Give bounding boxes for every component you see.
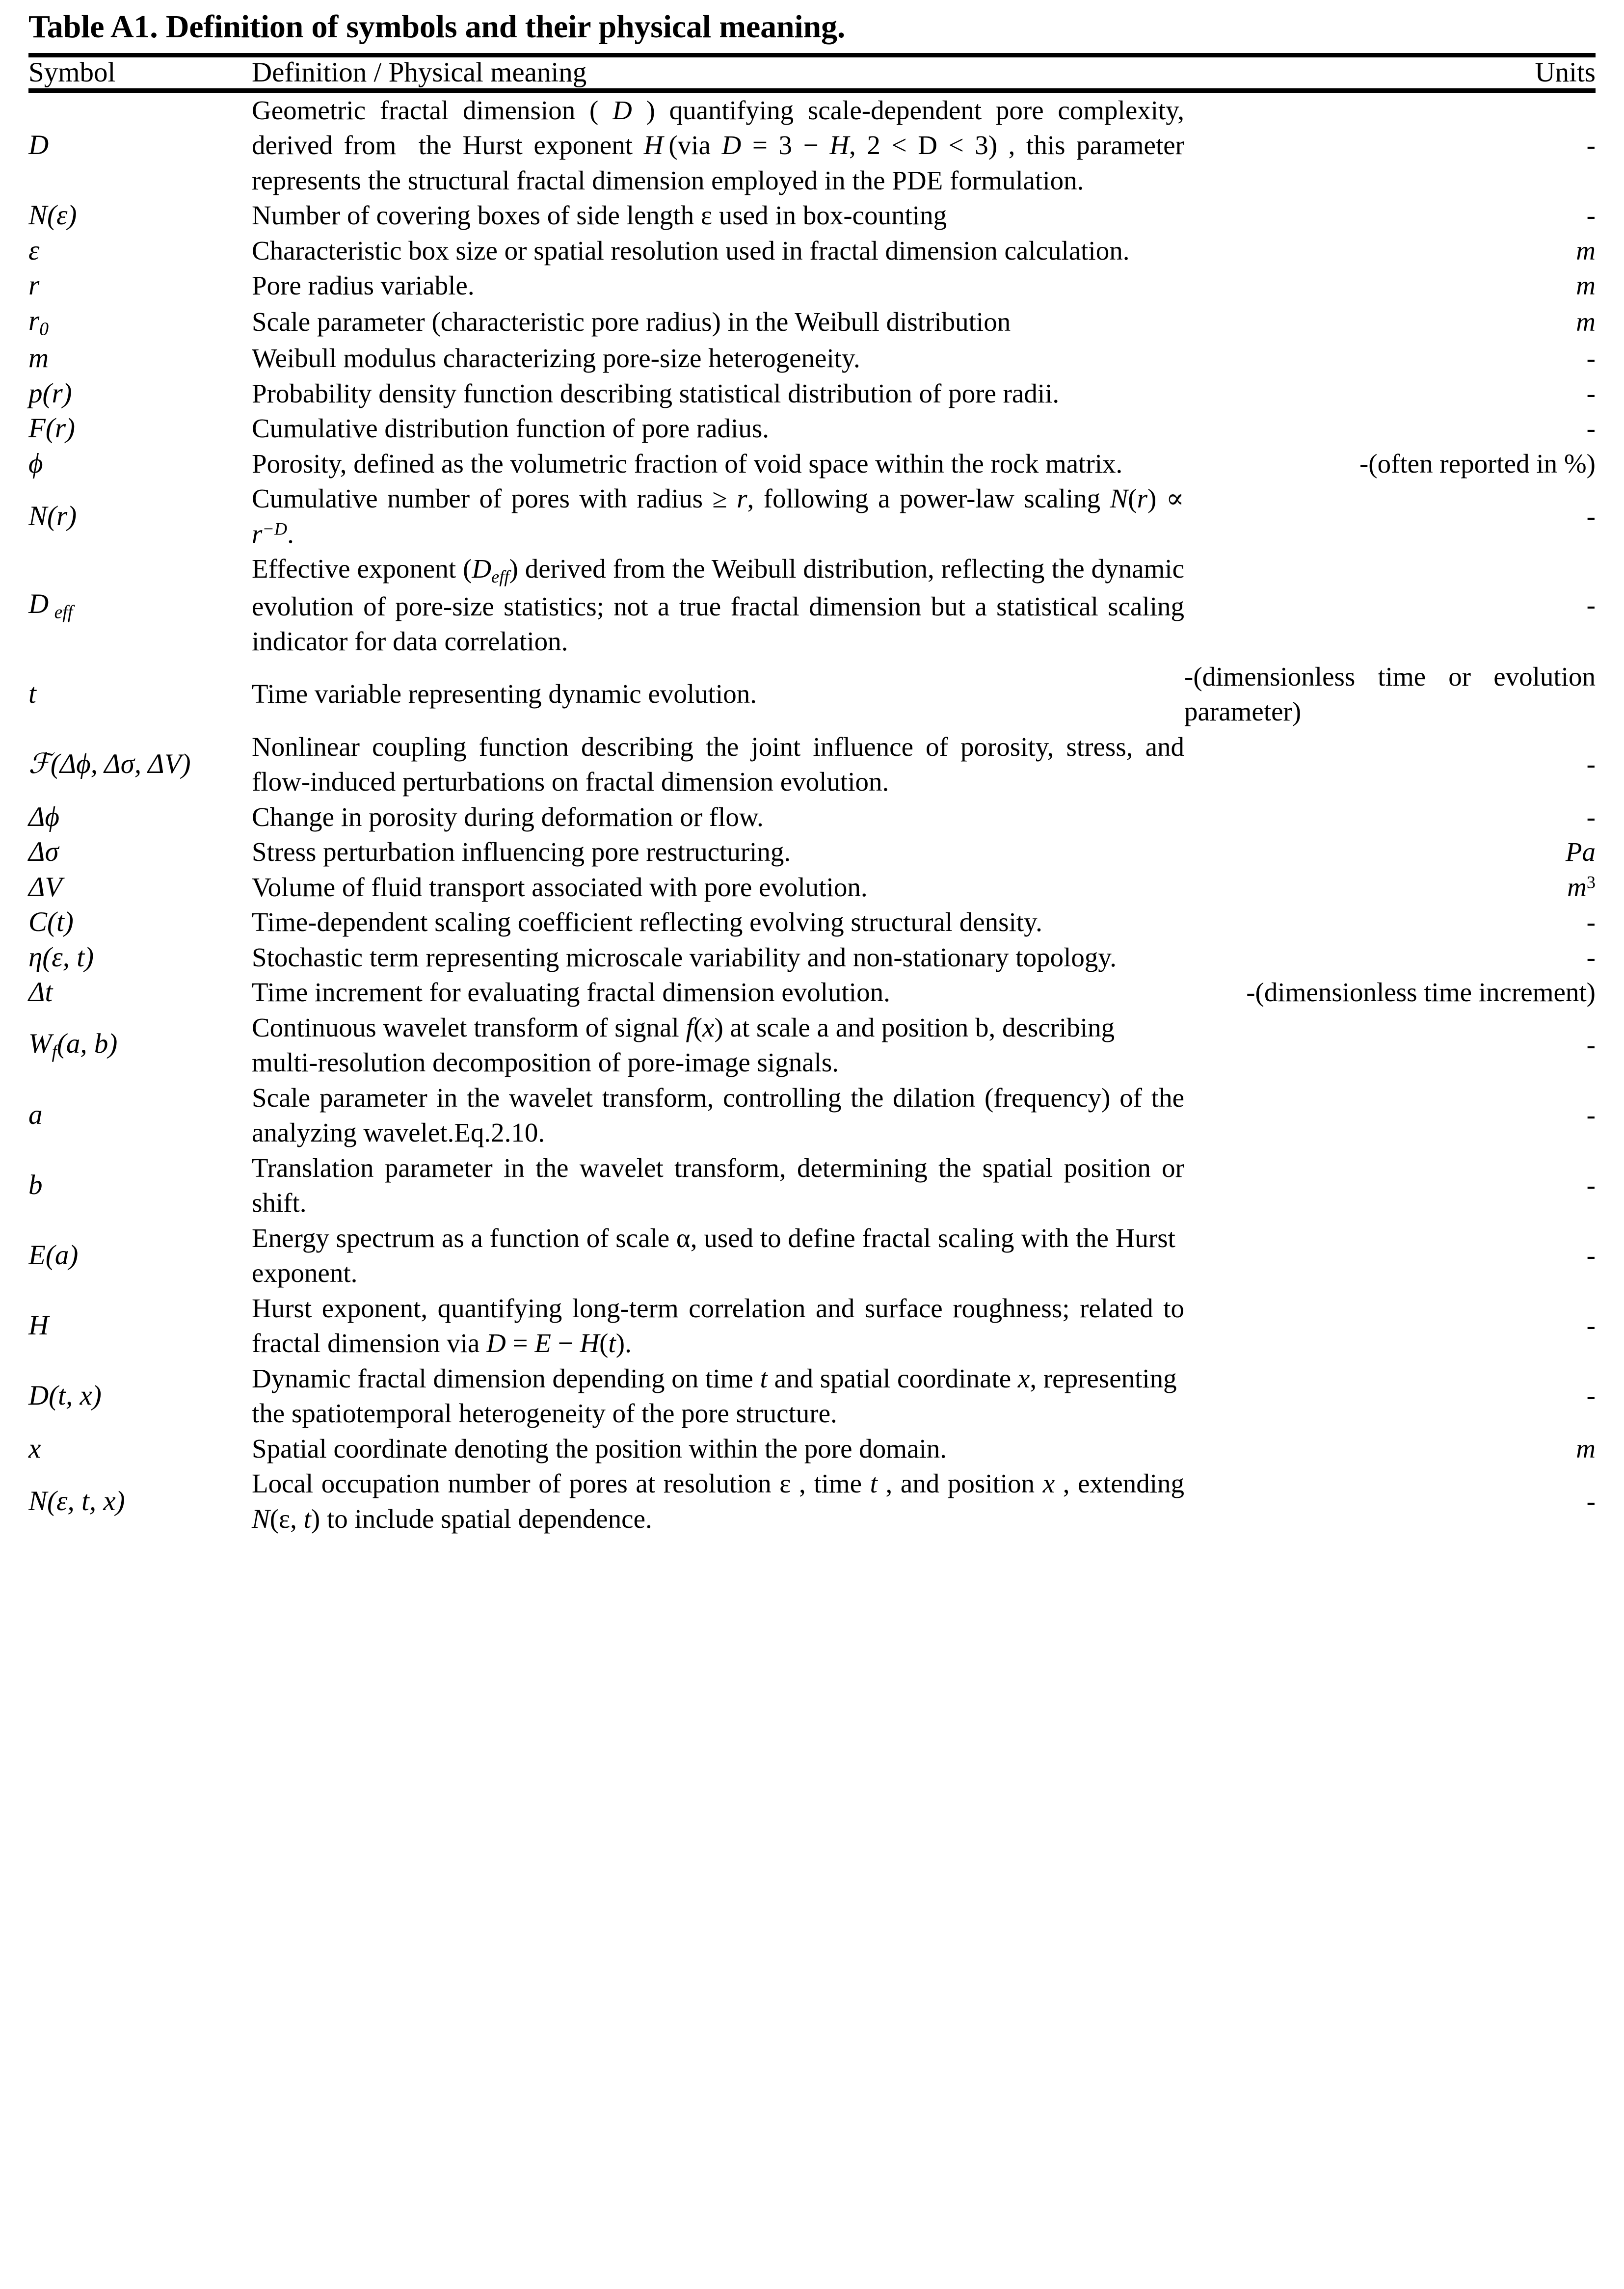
row-units: m xyxy=(1576,270,1596,301)
row-units: Pa xyxy=(1565,837,1596,867)
row-units: - xyxy=(1586,130,1596,160)
row-units: - xyxy=(1586,1310,1596,1341)
row-symbol: E(a) xyxy=(28,1240,79,1271)
row-units: - xyxy=(1586,1100,1596,1130)
row-symbol: N(ε) xyxy=(28,200,77,231)
row-symbol: ΔV xyxy=(28,871,62,903)
table-row xyxy=(28,905,1596,940)
table-row xyxy=(28,729,1596,799)
table-row xyxy=(28,1291,1596,1361)
table-row xyxy=(28,870,1596,905)
table-row xyxy=(28,975,1596,1010)
table-row xyxy=(28,93,1596,198)
row-definition: Number of covering boxes of side length ε used in box-counting xyxy=(252,200,947,231)
row-definition: Scale parameter in the wavelet transform, controlling the dilation (frequency) of the analyzing wavelet.Eq.2.10. xyxy=(252,1082,1184,1148)
row-units: - xyxy=(1586,200,1596,231)
table-row xyxy=(28,1221,1596,1291)
row-symbol: D $_{eff}$ xyxy=(28,588,73,623)
row-definition: Translation parameter in the wavelet transform, determining the spatial position or shift. xyxy=(252,1152,1184,1218)
table-row xyxy=(28,268,1596,303)
row-definition: Porosity, defined as the volumetric fraction of void space within the rock matrix. xyxy=(252,448,1123,479)
row-definition: Spatial coordinate denoting the position within the pore domain. xyxy=(252,1433,947,1464)
row-symbol: N(ε, t, x) xyxy=(28,1485,125,1517)
row-units: $m^3$ xyxy=(1567,872,1596,902)
table-row xyxy=(28,799,1596,835)
row-units: - xyxy=(1586,749,1596,779)
table-row xyxy=(28,1150,1596,1221)
row-definition: Stress perturbation influencing pore restructuring. xyxy=(252,837,791,867)
table-row xyxy=(28,303,1596,341)
row-definition: Cumulative distribution function of pore radius. xyxy=(252,413,769,444)
table-row xyxy=(28,341,1596,376)
row-symbol: m xyxy=(28,343,49,374)
row-symbol: a xyxy=(28,1099,43,1131)
table-row xyxy=(28,834,1596,870)
row-units: - xyxy=(1586,801,1596,832)
row-symbol: $r_0$ xyxy=(28,305,49,340)
row-symbol: H xyxy=(28,1310,49,1341)
row-units: -(often reported in %) xyxy=(1359,448,1596,479)
table-row xyxy=(28,1080,1596,1150)
column-header-definition: Definition / Physical meaning xyxy=(252,57,587,88)
table-row xyxy=(28,659,1596,729)
row-definition: Weibull modulus characterizing pore-size heterogeneity. xyxy=(252,343,860,373)
row-units: - xyxy=(1586,413,1596,444)
symbol-definition-table xyxy=(28,57,1596,88)
row-definition: Stochastic term representing microscale variability and non-stationary topology. xyxy=(252,942,1117,972)
row-units: - xyxy=(1586,1486,1596,1516)
table-row xyxy=(28,1431,1596,1466)
row-definition: Local occupation number of pores at resolution ε , time t , and position x , extending N(ε, t) to include spatial dependence. xyxy=(252,1468,1184,1534)
table-row xyxy=(28,411,1596,446)
row-definition: Time-dependent scaling coefficient reflecting evolving structural density. xyxy=(252,907,1042,937)
row-units: - xyxy=(1586,1030,1596,1060)
row-units: - xyxy=(1586,1170,1596,1200)
table-row xyxy=(28,551,1596,659)
row-definition: Nonlinear coupling function describing the joint influence of porosity, stress, and flow-induced perturbations on fractal dimension evolution. xyxy=(252,731,1184,797)
row-definition: Dynamic fractal dimension depending on time t and spatial coordinate x, representing the spatiotemporal heterogeneity of the pore structure. xyxy=(252,1363,1177,1429)
row-units: - xyxy=(1586,907,1596,937)
table-row xyxy=(28,198,1596,233)
row-definition: Energy spectrum as a function of scale α, used to define fractal scaling with the Hurst exponent. xyxy=(252,1223,1175,1288)
row-definition: Volume of fluid transport associated with pore evolution. xyxy=(252,872,868,902)
row-units: m xyxy=(1576,235,1596,266)
row-units: m xyxy=(1576,1433,1596,1464)
row-units: - xyxy=(1586,1240,1596,1271)
row-symbol: D xyxy=(28,130,49,161)
row-symbol: Δϕ xyxy=(28,801,59,832)
row-definition: Continuous wavelet transform of signal f(x) at scale a and position b, describing multi-resolution decomposition of pore-image signals. xyxy=(252,1012,1115,1078)
table-header-rule xyxy=(28,88,1596,93)
table-header-row xyxy=(28,57,1596,88)
table-row xyxy=(28,1466,1596,1536)
row-symbol: N(r) xyxy=(28,501,77,532)
row-definition: Probability density function describing statistical distribution of pore radii. xyxy=(252,378,1060,408)
row-symbol: $W_f(a$, b) xyxy=(28,1028,118,1063)
row-definition: Effective exponent $(D_{eff})$ derived from the Weibull distribution, reflecting the dynamic evolution of pore-size statistics; not a true fractal dimension but a statistical scaling indicator for data correlation. xyxy=(252,554,1185,657)
row-symbol: Δσ xyxy=(28,836,59,868)
row-symbol: ε xyxy=(28,235,40,266)
row-units: - xyxy=(1586,378,1596,408)
table-row xyxy=(28,1361,1596,1431)
table-row xyxy=(28,481,1596,551)
row-symbol: C(t) xyxy=(28,906,74,938)
row-units: - xyxy=(1586,343,1596,373)
column-header-symbol: Symbol xyxy=(28,57,116,88)
row-units: - xyxy=(1586,942,1596,972)
row-units: - xyxy=(1586,590,1596,620)
row-units: -(dimensionless time increment) xyxy=(1246,977,1596,1008)
row-definition: Geometric fractal dimension ( D ) quantifying scale-dependent pore complexity, derived from the Hurst exponent H (via D = 3 − H, 2 < D < 3) , this parameter represents the structural fractal dimension employed in the PDE formulation. xyxy=(252,95,1184,195)
table-caption: Table A1. Definition of symbols and their physical meaning. xyxy=(28,9,846,45)
row-definition: Scale parameter (characteristic pore radius) in the Weibull distribution xyxy=(252,307,1011,337)
table-row xyxy=(28,446,1596,481)
row-symbol: b xyxy=(28,1170,43,1201)
table-row xyxy=(28,233,1596,268)
row-definition: Characteristic box size or spatial resolution used in fractal dimension calculation. xyxy=(252,235,1130,266)
row-symbol: t xyxy=(28,678,36,710)
row-units: - xyxy=(1586,1381,1596,1411)
row-definition: Cumulative number of pores with radius ≥ r, following a power-law scaling $N(r) \propto r^{-D}$. xyxy=(252,483,1184,549)
table-row xyxy=(28,376,1596,411)
column-header-units: Units xyxy=(1535,57,1596,88)
row-symbol: r xyxy=(28,270,40,301)
table-row xyxy=(28,1010,1596,1080)
table-row xyxy=(28,940,1596,975)
row-symbol: ℱ(Δϕ, Δσ, ΔV) xyxy=(28,748,191,780)
row-definition: Change in porosity during deformation or flow. xyxy=(252,801,764,832)
row-symbol: F(r) xyxy=(28,413,75,444)
row-definition: Pore radius variable. xyxy=(252,270,475,301)
row-symbol: Δt xyxy=(28,977,53,1008)
row-units: -(dimensionless time or evolution parameter) xyxy=(1184,661,1596,727)
row-units: m xyxy=(1576,307,1596,337)
row-symbol: η(ε, t) xyxy=(28,941,94,973)
row-units: - xyxy=(1586,501,1596,531)
row-definition: Time increment for evaluating fractal dimension evolution. xyxy=(252,977,890,1008)
row-symbol: D(t, x) xyxy=(28,1380,102,1411)
row-symbol: x xyxy=(28,1433,41,1464)
row-symbol: ϕ xyxy=(28,448,43,479)
symbol-definition-body xyxy=(28,93,1596,1536)
row-definition: Time variable representing dynamic evolution. xyxy=(252,679,757,709)
row-symbol: p(r) xyxy=(28,377,72,409)
row-definition: Hurst exponent, quantifying long-term correlation and surface roughness; related to fractal dimension via D = E − H(t). xyxy=(252,1293,1184,1358)
